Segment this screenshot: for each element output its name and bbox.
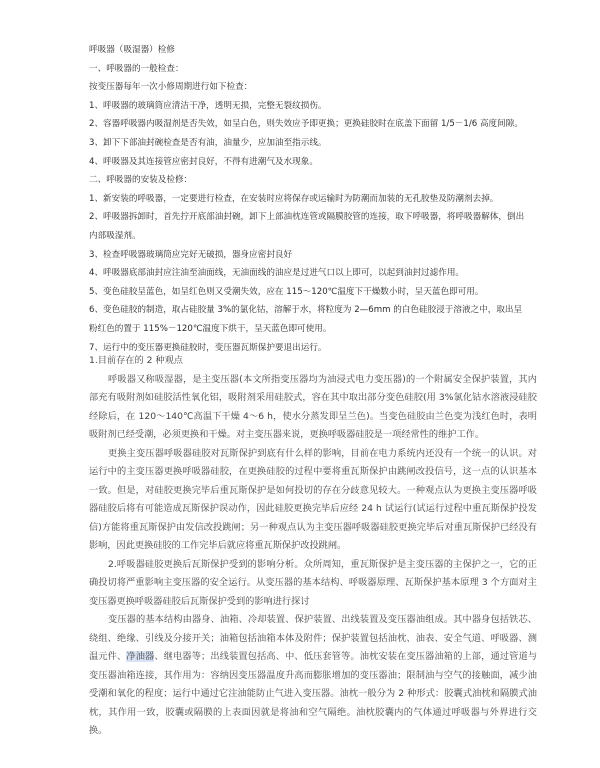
install-item-4: 4、呼吸器底部油封应注油至油面线，无油面线的油应是过进气口以上即可，以起到油封过滤作用。 — [89, 268, 465, 279]
analysis-paragraph-4 — [89, 611, 537, 741]
section-heading-general-check: 一、呼吸器的一般检查： — [89, 63, 184, 74]
check-item-4: 4、呼吸器及其连接管应密封良好，不得有进潮气及水现象。 — [89, 156, 318, 167]
section-heading-install: 二、呼吸器的安装及检修： — [89, 175, 193, 186]
analysis-section — [89, 352, 537, 741]
analysis-paragraph-2: 更换主变压器呼吸器硅胶对瓦斯保护到底有什么样的影响，目前在电力系统内还没有一个统一的认识。对运行中的主变压器更换呼吸器硅胶，在更换硅胶的过程中要将重瓦斯保护由跳闸改投信号，这一点的认识基本一致。但是，对硅胶更换完毕后重瓦斯保护是如何投切的存在分歧意见较大。一种观点认为更换主变压器呼吸器硅胶后将有可能造成瓦斯保护误动作，因此硅胶更换完毕后应经 24 h 试运行(试运行过程中重瓦斯保护投发信)方能将重瓦斯保护由发信改投跳闸；另一种观点认为主变压器呼吸器硅胶更换完毕后对重瓦斯保护已经没有影响，因此更换硅胶的工作完毕后就应将重瓦斯保护改投跳闸。 — [89, 447, 537, 551]
install-item-5: 5、变色硅胶呈蓝色，如呈红色则又受潮失效，应在 115～120℃温度下干燥数小时，呈天蓝色即可用。 — [89, 286, 484, 297]
check-item-1: 1、呼吸器的玻璃筒应清洁干净，透明无损，完整无裂纹损伤。 — [89, 100, 327, 111]
install-item-3: 3、检查呼吸器玻璃筒应完好无破损，器身应密封良好 — [89, 249, 293, 260]
install-item-2: 2、呼吸器拆卸时，首先拧开底部油封碗，卸下上部油枕连管或隔膜胶管的连接，取下呼吸器，将呼吸器解体，倒出内部吸湿剂。 — [89, 212, 525, 241]
analysis-paragraph-1: 呼吸器又称吸湿器，是主变压器(本文所指变压器均为油浸式电力变压器)的一个附属安全保护装置，其内部充有吸附剂如硅胶活性氧化铝，吸附剂采用硅胶式，容在其中取出部分变色硅胶(用 3%氯化钴水溶液浸硅胶经除后，在 120～140℃高温下干燥 4～6 h，使水分蒸发即呈兰色)。当变色硅胶由兰色变为浅红色时，表明吸附剂已经受潮，必须更换和干燥。对主变压器来说，更换呼吸器硅胶是一项经常性的维护工作。 — [89, 373, 537, 440]
install-item-6: 6、变色硅胶的制造，取占硅胶量 3%的氯化钴，溶解于水，将粒度为 2—6mm 的白色硅胶浸于溶液之中，取出呈粉红色的置于 115%－120℃温度下烘干，呈天蓝色即可使用。 — [89, 305, 523, 334]
paragraph-4-text-a: 变压器的基本结构由器身、油箱、冷却装置、保护装置、出线装置及变压器油组成。其中器身包括铁芯、绕组、绝缘、引线及分接开关；油箱包括油箱本体及附件；保护装置包括油枕、油表、安全气道、呼吸器、测温元件、 — [89, 614, 537, 662]
analysis-paragraph-3: 2.呼吸器硅胶更换后瓦斯保护受到的影响分析。众所周知，重瓦斯保护是主变压器的主保护之一，它的正确投切将严重影响主变压器的安全运行。从变压器的基本结构、呼吸器原理、瓦斯保护基本原理 3 个方面对主变压器更换呼吸器硅胶后瓦斯保护受到的影响进行探讨 — [89, 558, 537, 607]
document-title: 呼吸器（吸湿器）检修 — [89, 45, 175, 55]
inspection-section — [89, 41, 529, 357]
install-item-1: 1、新安装的呼吸器，一定要进行检查，在安装时应将保存或运输时为防潮而加装的无孔胶垫及防潮剂去掉。 — [89, 193, 499, 204]
highlighted-term: 净油器 — [126, 651, 155, 662]
paragraph-4-text-b: 、继电器等；出线装置包括高、中、低压套管等。油枕安装在变压器油箱的上部，通过管道与变压器油箱连接，其作用为：容纳因变压器温度升高而膨胀增加的变压器油；限制油与空气的接触面，减少油受潮和氧化的程度；运行中通过它注油能防止气进入变压器。油枕一般分为 2 种形式：胶囊式油枕和隔膜式油枕，其作用一致，胶囊或隔膜的上表面因就是将油和空气隔绝。油枕胶囊内的气体通过呼吸器与外界进行交换。 — [89, 651, 538, 736]
install-item-7: 7、运行中的变压器更换硅胶时，变压器瓦斯保护要退出运行。 — [89, 342, 327, 353]
check-item-3: 3、卸下下部油封碗检查是否有油，油量少，应加油至指示线。 — [89, 137, 327, 148]
analysis-heading: 1.目前存在的 2 种观点 — [89, 355, 183, 366]
check-item-2: 2、容器呼吸器内吸湿剂是否失效，如呈白色，则失效应予即更换；更换硅胶时在底盖下面留 1/5－1/6 高度间隙。 — [89, 119, 523, 130]
section-intro: 按变压器每年一次小修周期进行如下检查： — [89, 82, 253, 93]
